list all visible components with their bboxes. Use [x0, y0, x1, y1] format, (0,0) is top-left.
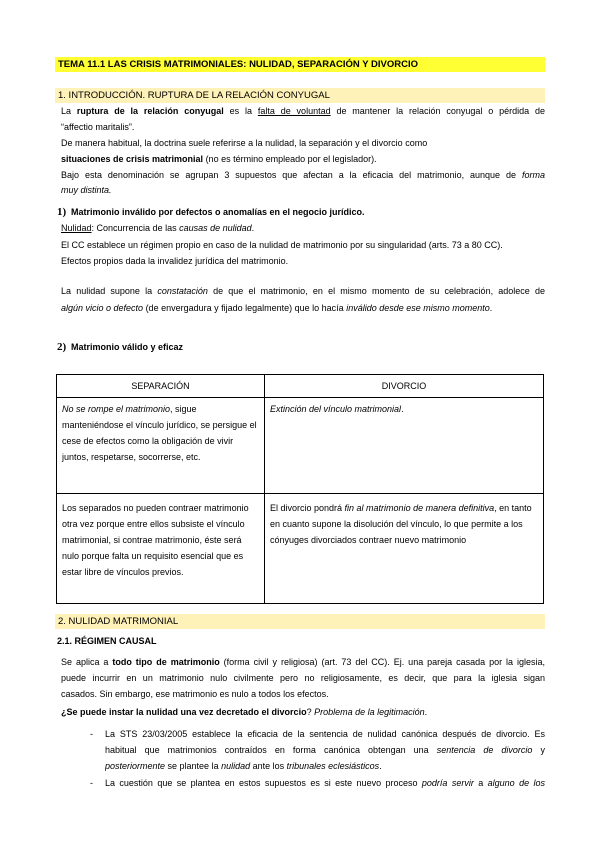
intro-paragraph-line: “affectio maritalis”. — [61, 122, 135, 132]
bullet-text-line: habitual que matrimonios contraídos en forma canónica obtengan una sentencia de divorcio y — [105, 745, 545, 755]
cc-line: El CC establece un régimen propio en caso de la nulidad de matrimonio por su singularidad (arts. 73 a 80 CC). — [61, 240, 503, 250]
regimen-paragraph-line: puede incurrir en un matrimonio nulo civilmente pero no religiosamente, es decir, que para la iglesia sigan — [61, 673, 545, 683]
section-1-heading: 1. INTRODUCCIÓN. RUPTURA DE LA RELACIÓN CONYUGAL — [55, 88, 545, 103]
bullet-text-line: La STS 23/03/2005 establece la eficacia de la sentencia de nulidad canónica después de divorcio. Es — [105, 729, 545, 739]
table-cell: El divorcio pondrá fin al matrimonio de manera definitiva, en tanto en cuanto supone la disolución del vínculo, lo que permite a los cónyuges divorciados contraer nuevo matrimonio — [265, 494, 544, 604]
crisis-paragraph-line: situaciones de crisis matrimonial (no es término empleado por el legislador). — [61, 154, 377, 164]
regimen-paragraph-line: Se aplica a todo tipo de matrimonio (forma civil y religiosa) (art. 73 del CC). Ej. una pareja casada por la iglesia, — [61, 657, 545, 667]
comparison-table — [56, 374, 544, 604]
chapter-title: TEMA 11.1 LAS CRISIS MATRIMONIALES: NULIDAD, SEPARACIÓN Y DIVORCIO — [55, 57, 545, 72]
nulidad-line: Nulidad: Concurrencia de las causas de nulidad. — [61, 223, 255, 233]
table-cell: Extinción del vínculo matrimonial. — [265, 398, 544, 494]
question-line: ¿Se puede instar la nulidad una vez decretado el divorcio? Problema de la legitimación. — [61, 707, 428, 717]
subsection-number: 1) — [57, 206, 67, 218]
column-header-separacion: SEPARACIÓN — [57, 375, 265, 398]
bullet-text-line: La cuestión que se plantea en estos supuestos es si este nuevo proceso podría servir a alguno de los — [105, 778, 545, 788]
bullet-dash: - — [90, 729, 93, 739]
section-2-heading: 2. NULIDAD MATRIMONIAL — [55, 614, 545, 629]
subsection-2-1-title: 2.1. RÉGIMEN CAUSAL — [57, 636, 157, 646]
table-row — [57, 494, 544, 604]
subsection-number: 2) — [57, 341, 67, 353]
bullet-text-line: posteriormente se plantee la nulidad ante los tribunales eclesiásticos. — [105, 761, 382, 771]
column-header-divorcio: DIVORCIO — [265, 375, 544, 398]
bullet-dash: - — [90, 778, 93, 788]
regimen-paragraph-line: casados. Sin embargo, ese matrimonio es nulo a todos los efectos. — [61, 689, 329, 699]
supuestos-paragraph-line: muy distinta. — [61, 185, 112, 195]
nulidad-definition-line: algún vicio o defecto (de envergadura y fijado legalmente) que lo hacía inválido desde ese mismo momento. — [61, 303, 493, 313]
supuestos-paragraph-line: Bajo esta denominación se agrupan 3 supuestos que afectan a la eficacia del matrimonio, aunque de forma — [61, 170, 545, 180]
table-header-row — [57, 375, 544, 398]
table-cell: Los separados no pueden contraer matrimonio otra vez porque entre ellos subsiste el vínculo matrimonial, si contrae matrimonio, éste será nulo porque falta un requisito esencial que es estar libre de vínculos previos. — [57, 494, 265, 604]
cc-line: Efectos propios dada la invalidez jurídica del matrimonio. — [61, 256, 289, 266]
table-row — [57, 398, 544, 494]
subsection-title: Matrimonio válido y eficaz — [71, 342, 184, 352]
intro-paragraph-line: La ruptura de la relación conyugal es la falta de voluntad de mantener la relación conyugal o pérdida de — [61, 106, 545, 116]
crisis-paragraph-line: De manera habitual, la doctrina suele referirse a la nulidad, la separación y el divorcio como — [61, 138, 428, 148]
table-cell: No se rompe el matrimonio, sigue manteniéndose el vínculo jurídico, se persigue el cese de efectos como la obligación de vivir juntos, respetarse, socorrerse, etc. — [57, 398, 265, 494]
subsection-title: Matrimonio inválido por defectos o anomalías en el negocio jurídico. — [71, 207, 365, 217]
nulidad-definition-line: La nulidad supone la constatación de que el matrimonio, en el mismo momento de su celebración, adolece de — [61, 286, 545, 296]
